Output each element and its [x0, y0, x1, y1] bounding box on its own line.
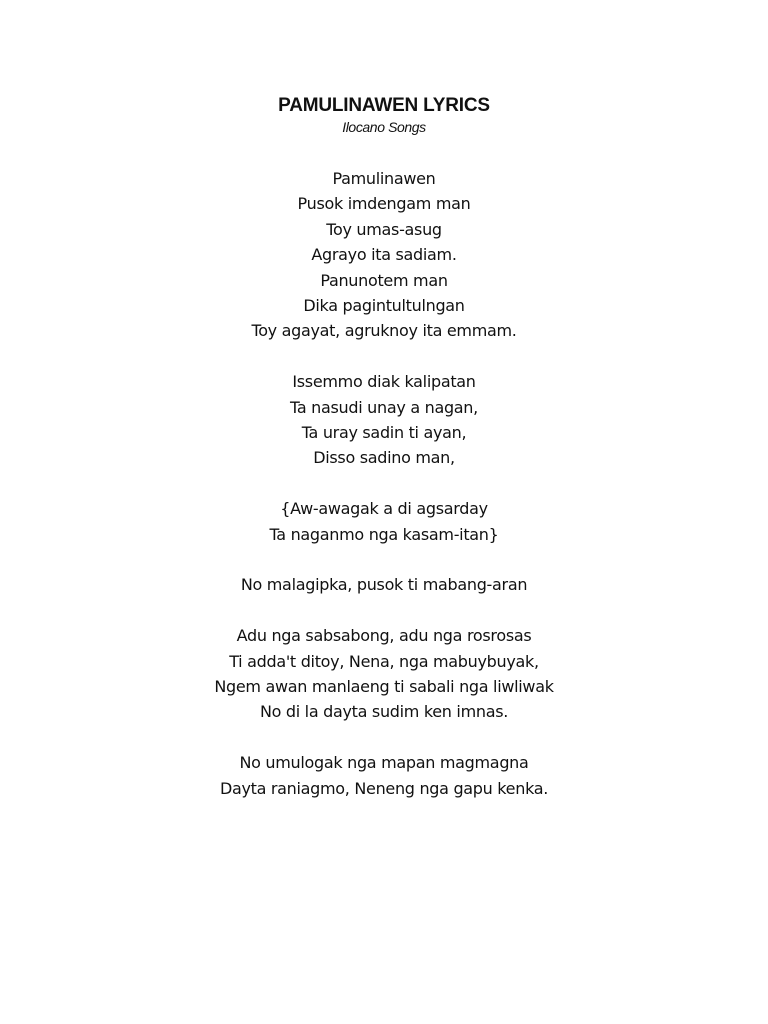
- lyric-line: Ta naganmo nga kasam-itan}: [269, 524, 499, 544]
- lyric-line: Dayta raniagmo, Neneng nga gapu kenka.: [219, 778, 549, 798]
- lyric-line: Adu nga sabsabong, adu nga rosrosas: [236, 626, 532, 646]
- stanza-1: [0, 166, 768, 344]
- lyric-line: {Aw-awagak a di agsarday: [280, 499, 488, 519]
- document-header: [0, 94, 768, 136]
- lyric-line: Agrayo ita sadiam.: [311, 245, 457, 265]
- lyric-line: Pamulinawen: [332, 169, 436, 188]
- document-title: PAMULINAWEN LYRICS: [278, 95, 490, 116]
- lyric-line: Panunotem man: [320, 270, 448, 290]
- lyric-line: Toy agayat, agruknoy ita emmam.: [251, 321, 517, 341]
- lyric-line: Ti adda't ditoy, Nena, nga mabuybuyak,: [229, 651, 539, 671]
- stanza-4: [0, 572, 768, 597]
- lyric-line: Toy umas-asug: [326, 219, 442, 239]
- lyric-line: No umulogak nga mapan magmagna: [239, 753, 529, 773]
- lyric-line: Ngem awan manlaeng ti sabali nga liwliwak: [214, 677, 554, 697]
- stanza-2: [0, 369, 768, 471]
- lyric-line: Disso sadino man,: [313, 448, 455, 468]
- lyric-line: No malagipka, pusok ti mabang-aran: [240, 575, 528, 595]
- stanza-5: [0, 623, 768, 725]
- stanza-3: [0, 496, 768, 547]
- lyric-line: Ta nasudi unay a nagan,: [290, 397, 478, 417]
- stanza-6: [0, 750, 768, 801]
- lyric-line: Pusok imdengam man: [297, 194, 471, 214]
- document-subtitle: Ilocano Songs: [342, 119, 426, 135]
- lyrics-body: [0, 166, 768, 826]
- lyric-line: Dika pagintultulngan: [303, 296, 465, 316]
- lyric-line: No di la dayta sudim ken imnas.: [259, 702, 509, 722]
- lyric-line: Issemmo diak kalipatan: [292, 372, 476, 392]
- lyric-line: Ta uray sadin ti ayan,: [301, 423, 467, 443]
